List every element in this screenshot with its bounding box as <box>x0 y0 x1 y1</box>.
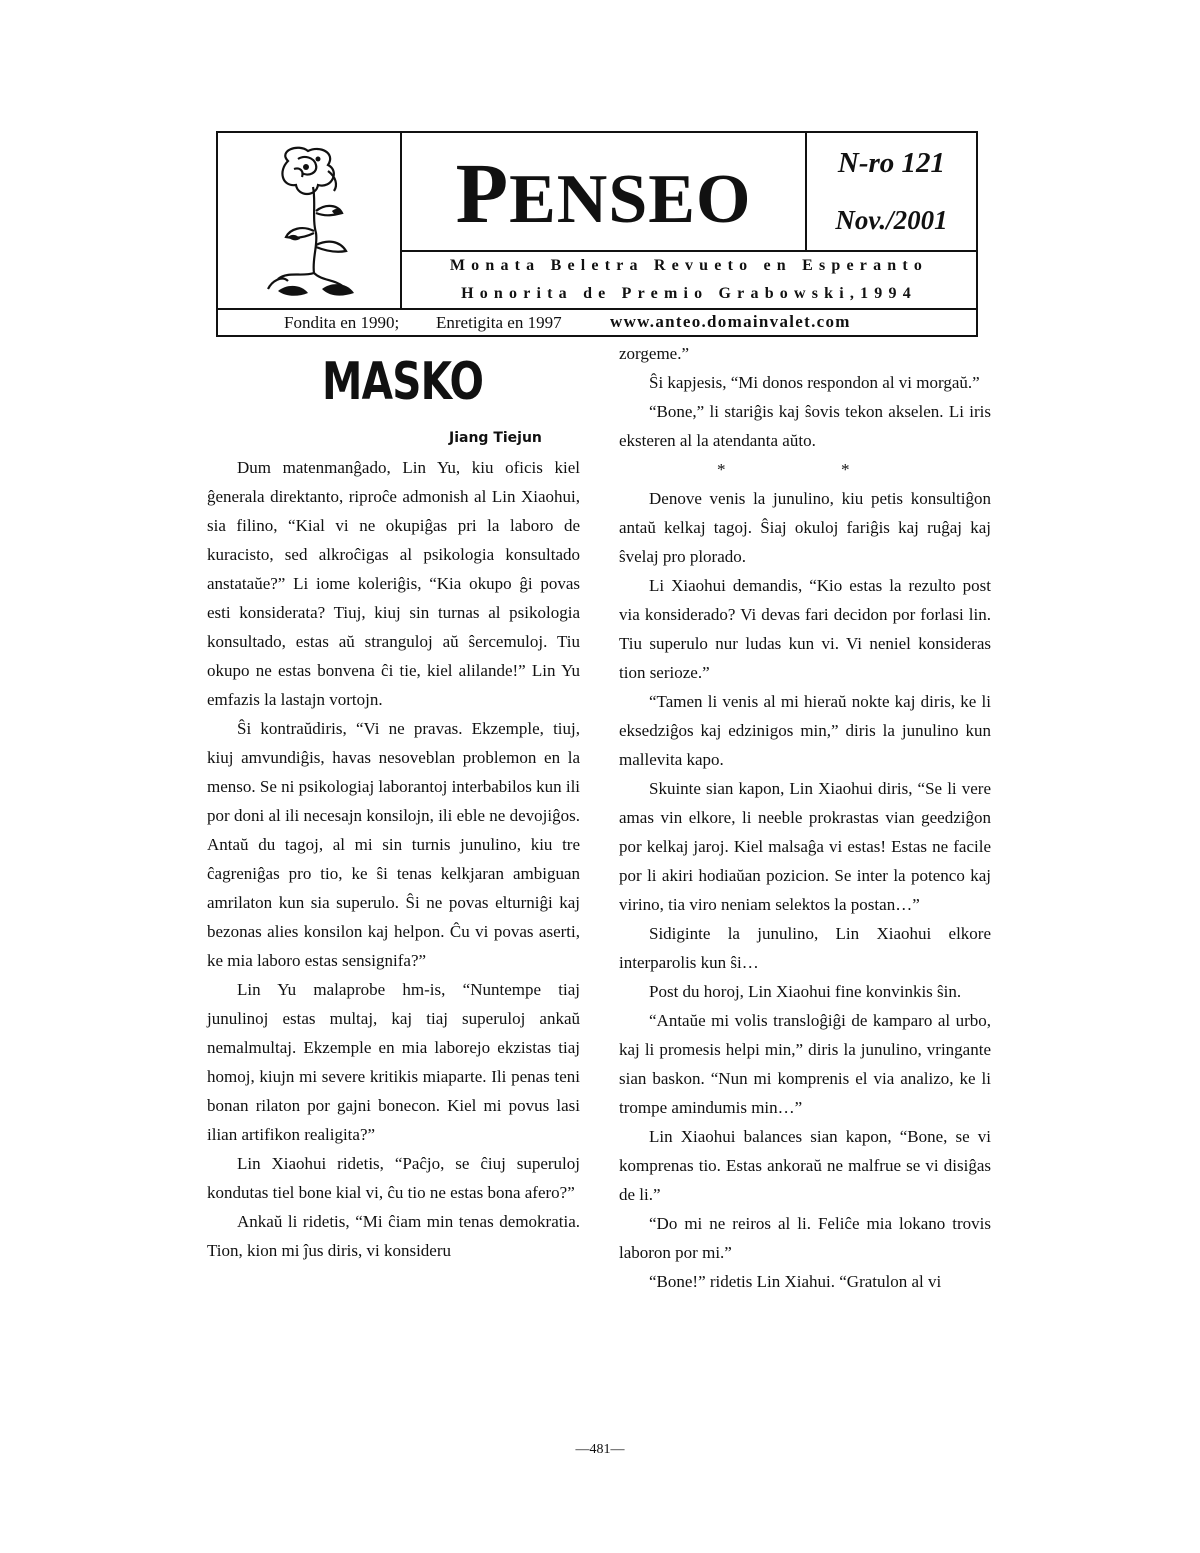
paragraph: Lin Xiaohui balances sian kapon, “Bone, se vi komprenas tio. Estas ankoraŭ ne malfrue se vi disiĝas de li.” <box>619 1127 991 1204</box>
masthead-footer <box>218 308 976 335</box>
article-author: Jiang Tiejun <box>449 430 542 446</box>
issue-number: N-ro 121 <box>837 147 946 179</box>
paragraph: Ankaŭ li ridetis, “Mi ĉiam min tenas demokratia. Tion, kion mi ĵus diris, vi konsideru <box>207 1212 580 1260</box>
paragraph: Skuinte sian kapon, Lin Xiaohui diris, “Se li vere amas vin elkore, li neeble prokrastas vian geedziĝon por kelkaj jaroj. Kiel malsaĝa vi estas! Estas ne facile por li akiri hodiaŭan pozicion. Se inter la potenco kaj virino, tia viro neniam selektos la postan…” <box>619 779 991 914</box>
paragraph: Li Xiaohui demandis, “Kio estas la rezulto post via konsiderado? Vi devas fari decidon por forlasi lin. Tiu superulo nur ludas kun vi. Vi neniel konsideras tion serioze.” <box>619 576 991 682</box>
paragraph: “Antaŭe mi volis transloĝiĝi de kamparo al urbo, kaj li promesis helpi min,” diris la junulino, vringante sian baskon. “Nun mi komprenis el via analizo, ke li trompe amindumis min…” <box>619 1011 991 1117</box>
paragraph: Sidiginte la junulino, Lin Xiaohui elkore interparolis kun ŝi… <box>619 924 991 972</box>
paragraph: Post du horoj, Lin Xiaohui fine konvinkis ŝin. <box>649 982 962 1001</box>
paragraph: “Bone,” li stariĝis kaj ŝovis tekon akselen. Li iris eksteren al la atendanta aŭto. <box>619 402 991 450</box>
right-column <box>619 339 991 1296</box>
paragraph: “Bone!” ridetis Lin Xiahui. “Gratulon al vi <box>649 1272 942 1291</box>
issue-date: Nov./2001 <box>835 205 948 235</box>
issue-cell <box>807 133 976 250</box>
paragraph: zorgeme.” <box>619 344 690 363</box>
paragraph: Ŝi kontraŭdiris, “Vi ne pravas. Ekzemple, tiuj, kiuj amvundiĝis, havas nesoveblan problemon en la menso. Se ni psikologiaj laborantoj interbabilos kun ili por doni al ili necesajn konsilojn, ili eble ne devojiĝos. Antaŭ du tagoj, al mi sin turnis junulino, kiu tre ĉagreniĝas pro tio, ke ŝi tenas kelkjaran ambiguan amrilaton kun sia superulo. Ŝi ne povas elturniĝi kaj bezonas alies konsilon kaj helpon. Ĉu vi povas aserti, ke mia laboro estas sensignifa?” <box>207 719 581 970</box>
subtitle-line-2: Honorita de Premio Grabowski,1994 <box>461 285 917 302</box>
magazine-title: PENSEO <box>455 145 752 241</box>
paragraph: Dum matenmanĝado, Lin Yu, kiu oficis kiel ĝenerala direktanto, riproĉe admonish al Lin Xiaohui, sia filino, “Kial vi ne okupiĝas pri la laboro de kuracisto, sed alkroĉigas al psikologia konsultado anstataŭe?” Li iome koleriĝis, “Kia okupo ĝi povas esti konsiderata? Tiuj, kiuj sin turnas al psikologia konsultado, estas aŭ stranguloj aŭ ŝercemuloj. Tiu okupo ne estas bonvena ĉi tie, kiel alilande!” Lin Yu emfazis la lastajn vortojn. <box>207 458 580 709</box>
registered-note: Enretigita en 1997 <box>436 313 562 332</box>
website-link[interactable]: www.anteo.domainvalet.com <box>610 312 851 331</box>
title-cell <box>402 133 807 250</box>
founded-note: Fondita en 1990; <box>284 313 400 332</box>
logo-cell <box>218 133 402 308</box>
paragraph: Denove venis la junulino, kiu petis konsultiĝon antaŭ kelkaj tagoj. Ŝiaj okuloj fariĝis kaj ruĝaj kaj ŝvelaj pro plorado. <box>619 489 991 566</box>
flower-icon <box>258 141 368 301</box>
paragraph: Ŝi kapjesis, “Mi donos respondon al vi morgaŭ.” <box>649 373 980 392</box>
section-break <box>619 455 991 484</box>
paragraph: Lin Xiaohui ridetis, “Paĉjo, se ĉiuj superuloj kondutas tiel bone kial vi, ĉu tio ne estas bona afero?” <box>207 1154 580 1202</box>
page-number: —481— <box>575 1442 625 1457</box>
article-title: MASKO <box>322 352 484 412</box>
paragraph: “Tamen li venis al mi hieraŭ nokte kaj diris, ke li eksedziĝos kaj edzinigos min,” diris la junulino kun mallevita kapo. <box>619 692 991 769</box>
section-break-star: * <box>841 460 850 479</box>
left-column <box>207 453 580 1265</box>
section-break-star: * <box>717 460 726 479</box>
subtitle-cell <box>402 250 976 308</box>
paragraph: Lin Yu malaprobe hm-is, “Nuntempe tiaj junulinoj estas multaj, kaj tiaj superuloj ankaŭ nemalmultaj. Ekzemple en mia laborejo ekzistas tiaj homoj, kiujn mi severe kritikis miaparte. Ili penas teni bonan rilaton por gajni bonecon. Kiel mi povus lasi ilian artifikon realigita?” <box>207 980 580 1144</box>
masthead <box>216 131 978 337</box>
paragraph: “Do mi ne reiros al li. Feliĉe mia lokano trovis laboron por mi.” <box>619 1214 991 1262</box>
subtitle-line-1: Monata Beletra Revueto en Esperanto <box>449 257 929 274</box>
